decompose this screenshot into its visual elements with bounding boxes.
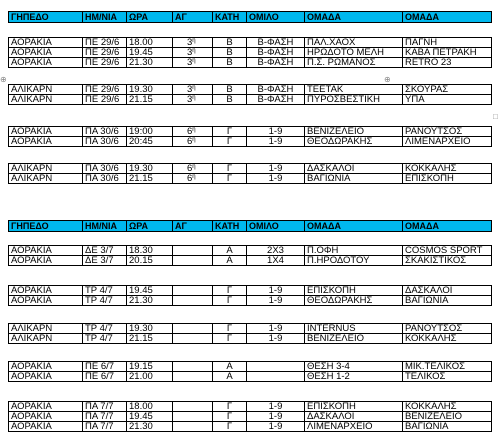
match-row — [8, 371, 492, 382]
round-cell — [173, 164, 213, 173]
venue-cell: ΑΟΡΑΚΙΑ — [9, 362, 83, 371]
header-cell: ΩΡΑ — [127, 221, 173, 231]
group-cell: Β-ΦΑΣΗ — [247, 48, 305, 57]
home-team-cell: ΠΑΛ.ΧΑΟΧ — [305, 38, 403, 47]
away-team-cell: ΒΕΝΙΖΕΛΕΙΟ — [405, 412, 463, 421]
date-cell: ΠΕ 29/6 — [83, 85, 127, 94]
time-cell: 20.15 — [127, 256, 173, 265]
group-cell: 1-9 — [247, 422, 305, 431]
table-resize-icon[interactable]: □ — [493, 112, 498, 121]
date-cell: ΠΕ 29/6 — [83, 48, 127, 57]
round-number: 3 — [187, 58, 193, 67]
table-handle-icon[interactable]: ⊕ — [0, 75, 7, 84]
venue-cell: ΑΛΙΚΑΡΝ — [9, 95, 83, 104]
round-cell — [173, 286, 213, 295]
time-cell: 19:00 — [127, 127, 173, 136]
category-cell: Γ — [213, 422, 247, 431]
venue-cell: ΑΛΙΚΑΡΝ — [9, 334, 83, 343]
group-cell: 1-9 — [247, 334, 305, 343]
group-cell: Β-ΦΑΣΗ — [247, 95, 305, 104]
round-suffix: η — [192, 85, 196, 91]
venue-cell: ΑΛΙΚΑΡΝ — [9, 164, 83, 173]
away-team-cell: ΕΠΙΣΚΟΠΗ — [405, 174, 454, 183]
header-cell: ΟΜΑΔΑ — [405, 221, 439, 231]
round-number: 6 — [187, 127, 193, 136]
group-cell: 2Χ3 — [247, 246, 305, 255]
round-number: 6 — [187, 164, 193, 173]
date-cell: ΠΑ 30/6 — [83, 127, 127, 136]
venue-cell: ΑΟΡΑΚΙΑ — [9, 296, 83, 305]
time-cell: 19.45 — [127, 286, 173, 295]
round-cell — [173, 85, 213, 94]
date-cell: ΤΡ 4/7 — [83, 334, 127, 343]
time-cell: 21.00 — [127, 372, 173, 381]
group-cell: 1-9 — [247, 164, 305, 173]
home-team-cell: ΘΕΟΔΩΡΑΚΗΣ — [305, 296, 403, 305]
round-cell — [173, 95, 213, 104]
header-cell: ΗΜ/ΝΙΑ — [83, 221, 127, 231]
date-cell: ΔΕ 3/7 — [83, 256, 127, 265]
group-cell: 1-9 — [247, 137, 305, 146]
away-team-cell: ΡΑΝΟΥΤΣΟΣ — [405, 127, 463, 136]
venue-cell: ΑΟΡΑΚΙΑ — [9, 48, 83, 57]
home-team-cell: Π.ΗΡΟΔΟΤΟΥ — [305, 256, 403, 265]
home-team-cell: ΘΕΣΗ 3-4 — [305, 362, 403, 371]
category-cell: Β — [213, 58, 247, 67]
venue-cell: ΑΟΡΑΚΙΑ — [9, 412, 83, 421]
away-team-cell: ΚΑΒΑ ΠΕΤΡΑΚΗ — [405, 48, 477, 57]
category-cell: Γ — [213, 334, 247, 343]
group-cell: Β-ΦΑΣΗ — [247, 58, 305, 67]
group-cell: 1Χ4 — [247, 256, 305, 265]
match-row — [8, 136, 492, 147]
header-cell: ΑΓ — [173, 221, 213, 231]
match-row — [8, 295, 492, 306]
round-cell — [173, 402, 213, 411]
away-team-cell: ΚΟΚΚΑΛΗΣ — [405, 164, 457, 173]
round-suffix: η — [192, 95, 196, 101]
group-cell: 1-9 — [247, 127, 305, 136]
date-cell: ΠΑ 7/7 — [83, 402, 127, 411]
category-cell: Γ — [213, 164, 247, 173]
home-team-cell: ΒΑΓΙΩΝΙΑ — [305, 174, 403, 183]
group-cell: 1-9 — [247, 402, 305, 411]
venue-cell: ΑΟΡΑΚΙΑ — [9, 127, 83, 136]
round-cell — [173, 38, 213, 47]
round-suffix: η — [192, 48, 196, 54]
venue-cell: ΑΟΡΑΚΙΑ — [9, 256, 83, 265]
venue-cell: ΑΟΡΑΚΙΑ — [9, 422, 83, 431]
round-number: 3 — [187, 95, 193, 104]
category-cell: Γ — [213, 412, 247, 421]
round-number: 3 — [187, 85, 193, 94]
date-cell: ΠΑ 30/6 — [83, 137, 127, 146]
venue-cell: ΑΟΡΑΚΙΑ — [9, 246, 83, 255]
table-handle-icon[interactable]: ⊕ — [384, 75, 391, 84]
header-cell: ΩΡΑ — [127, 12, 173, 22]
date-cell: ΠΕ 29/6 — [83, 38, 127, 47]
venue-cell: ΑΟΡΑΚΙΑ — [9, 372, 83, 381]
time-cell: 21.30 — [127, 296, 173, 305]
round-cell — [173, 137, 213, 146]
round-cell — [173, 334, 213, 343]
date-cell: ΔΕ 3/7 — [83, 246, 127, 255]
home-team-cell: ΔΑΣΚΑΛΟΙ — [305, 164, 403, 173]
home-team-cell: ΠΥΡΟΣΒΕΣΤΙΚΗ — [305, 95, 403, 104]
venue-cell: ΑΛΙΚΑΡΝ — [9, 324, 83, 333]
home-team-cell: INTERNUS — [305, 324, 403, 333]
match-row — [8, 333, 492, 344]
home-team-cell: ΒΕΝΙΖΕΛΕΙΟ — [305, 334, 403, 343]
category-cell: Γ — [213, 286, 247, 295]
round-number: 3 — [187, 48, 193, 57]
date-cell: ΠΑ 7/7 — [83, 422, 127, 431]
time-cell: 19.15 — [127, 362, 173, 371]
round-cell — [173, 127, 213, 136]
group-cell: 1-9 — [247, 296, 305, 305]
date-cell: ΠΕ 6/7 — [83, 372, 127, 381]
venue-cell: ΑΟΡΑΚΙΑ — [9, 58, 83, 67]
away-team-cell: ΔΑΣΚΑΛΟΙ — [405, 286, 453, 295]
round-cell — [173, 174, 213, 183]
venue-cell: ΑΟΡΑΚΙΑ — [9, 137, 83, 146]
away-team-cell: ΡΑΝΟΥΤΣΟΣ — [405, 324, 463, 333]
away-team-cell: ΒΑΓΙΩΝΙΑ — [405, 422, 449, 431]
home-team-cell: ΗΡΩΔΟΤΟ ΜΕΛΗ — [305, 48, 403, 57]
group-cell: 1-9 — [247, 286, 305, 295]
round-suffix: η — [192, 38, 196, 44]
time-cell: 21.30 — [127, 422, 173, 431]
date-cell: ΠΕ 6/7 — [83, 362, 127, 371]
category-cell: Β — [213, 38, 247, 47]
date-cell: ΠΑ 30/6 — [83, 174, 127, 183]
round-cell — [173, 362, 213, 371]
category-cell: Α — [213, 362, 247, 371]
venue-cell: ΑΟΡΑΚΙΑ — [9, 402, 83, 411]
time-cell: 18.00 — [127, 38, 173, 47]
home-team-cell: ΕΠΙΣΚΟΠΗ — [305, 402, 403, 411]
round-cell — [173, 48, 213, 57]
home-team-cell: Π.ΟΦΗ — [305, 246, 403, 255]
time-cell: 21.15 — [127, 95, 173, 104]
away-team-cell: COSMOS SPORT — [405, 246, 483, 255]
round-cell — [173, 246, 213, 255]
round-cell — [173, 324, 213, 333]
away-team-cell: ΚΟΚΚΑΛΗΣ — [405, 402, 457, 411]
time-cell: 19.30 — [127, 85, 173, 94]
round-suffix: η — [192, 174, 196, 180]
round-number: 3 — [187, 38, 193, 47]
round-number: 6 — [187, 174, 193, 183]
away-team-cell: ΛΙΜΕΝΑΡΧΕΙΟ — [405, 137, 471, 146]
home-team-cell: ΘΕΣΗ 1-2 — [305, 372, 403, 381]
header-cell: ΚΑΤΗ — [213, 12, 247, 22]
date-cell: ΤΡ 4/7 — [83, 324, 127, 333]
header-cell: ΟΜΙΛΟ — [247, 221, 305, 231]
away-team-cell: ΥΠΑ — [405, 95, 425, 104]
category-cell: Α — [213, 256, 247, 265]
venue-cell: ΑΟΡΑΚΙΑ — [9, 286, 83, 295]
category-cell: Γ — [213, 127, 247, 136]
away-team-cell: ΒΑΓΙΩΝΙΑ — [405, 296, 449, 305]
home-team-cell: Π.Σ. ΡΩΜΑΝΟΣ — [305, 58, 403, 67]
date-cell: ΠΕ 29/6 — [83, 95, 127, 104]
venue-cell: ΑΛΙΚΑΡΝ — [9, 174, 83, 183]
venue-cell: ΑΛΙΚΑΡΝ — [9, 85, 83, 94]
time-cell: 19.30 — [127, 324, 173, 333]
home-team-cell: ΛΙΜΕΝΑΡΧΕΙΟ — [305, 422, 403, 431]
away-team-cell: ΚΟΚΚΑΛΗΣ — [405, 334, 457, 343]
time-cell: 18.30 — [127, 246, 173, 255]
away-team-cell: ΜΙΚ.ΤΕΛΙΚΟΣ — [405, 362, 465, 371]
category-cell: Γ — [213, 324, 247, 333]
match-row — [8, 421, 492, 432]
time-cell: 19.30 — [127, 164, 173, 173]
away-team-cell: RETRO 23 — [405, 58, 452, 67]
venue-cell: ΑΟΡΑΚΙΑ — [9, 38, 83, 47]
round-suffix: η — [192, 58, 196, 64]
round-cell — [173, 256, 213, 265]
header-cell: ΟΜΑΔΑ — [305, 12, 403, 22]
group-cell: 1-9 — [247, 174, 305, 183]
category-cell: Γ — [213, 296, 247, 305]
date-cell: ΠΕ 29/6 — [83, 58, 127, 67]
group-cell: Β-ΦΑΣΗ — [247, 38, 305, 47]
category-cell: Γ — [213, 137, 247, 146]
away-team-cell: ΤΕΛΙΚΟΣ — [405, 372, 446, 381]
group-cell: 1-9 — [247, 412, 305, 421]
round-suffix: η — [192, 137, 196, 143]
away-team-cell: ΠΑΓΝΗ — [405, 38, 438, 47]
date-cell: ΤΡ 4/7 — [83, 296, 127, 305]
match-row — [8, 57, 492, 68]
time-cell: 20:45 — [127, 137, 173, 146]
category-cell: Α — [213, 372, 247, 381]
time-cell: 21.15 — [127, 334, 173, 343]
round-number: 6 — [187, 137, 193, 146]
round-cell — [173, 422, 213, 431]
header-cell: ΓΗΠΕΔΟ — [9, 12, 83, 22]
round-cell — [173, 296, 213, 305]
away-team-cell: ΣΚΑΚΙΣΤΙΚΟΣ — [405, 256, 467, 265]
header-cell: ΑΓ — [173, 12, 213, 22]
category-cell: Α — [213, 246, 247, 255]
date-cell: ΠΑ 30/6 — [83, 164, 127, 173]
round-cell — [173, 58, 213, 67]
round-suffix: η — [192, 164, 196, 170]
header-cell: ΟΜΑΔΑ — [305, 221, 403, 231]
home-team-cell: ΒΕΝΙΖΕΛΕΙΟ — [305, 127, 403, 136]
home-team-cell: ΕΠΙΣΚΟΠΗ — [305, 286, 403, 295]
time-cell: 19.45 — [127, 412, 173, 421]
time-cell: 18.00 — [127, 402, 173, 411]
round-cell — [173, 412, 213, 421]
category-cell: Γ — [213, 174, 247, 183]
group-cell — [247, 372, 305, 381]
group-cell: Β-ΦΑΣΗ — [247, 85, 305, 94]
category-cell: Β — [213, 85, 247, 94]
home-team-cell: ΤΕΕΤΑΚ — [305, 85, 403, 94]
header-cell: ΟΜΑΔΑ — [405, 12, 439, 22]
match-row — [8, 255, 492, 266]
time-cell: 19.45 — [127, 48, 173, 57]
group-cell: 1-9 — [247, 324, 305, 333]
home-team-cell: ΔΑΣΚΑΛΟΙ — [305, 412, 403, 421]
match-row — [8, 94, 492, 105]
date-cell: ΠΑ 7/7 — [83, 412, 127, 421]
round-suffix: η — [192, 127, 196, 133]
header-cell: ΓΗΠΕΔΟ — [9, 221, 83, 231]
header-cell: ΟΜΙΛΟ — [247, 12, 305, 22]
table-header-row — [8, 220, 492, 232]
away-team-cell: ΣΚΟΥΡΑΣ — [405, 85, 449, 94]
group-cell — [247, 362, 305, 371]
home-team-cell: ΘΕΟΔΩΡΑΚΗΣ — [305, 137, 403, 146]
header-cell: ΗΜ/ΝΙΑ — [83, 12, 127, 22]
round-cell — [173, 372, 213, 381]
date-cell: ΤΡ 4/7 — [83, 286, 127, 295]
time-cell: 21.15 — [127, 174, 173, 183]
category-cell: Β — [213, 48, 247, 57]
match-row — [8, 173, 492, 184]
category-cell: Β — [213, 95, 247, 104]
header-cell: ΚΑΤΗ — [213, 221, 247, 231]
category-cell: Γ — [213, 402, 247, 411]
time-cell: 21.30 — [127, 58, 173, 67]
table-header-row — [8, 11, 492, 23]
